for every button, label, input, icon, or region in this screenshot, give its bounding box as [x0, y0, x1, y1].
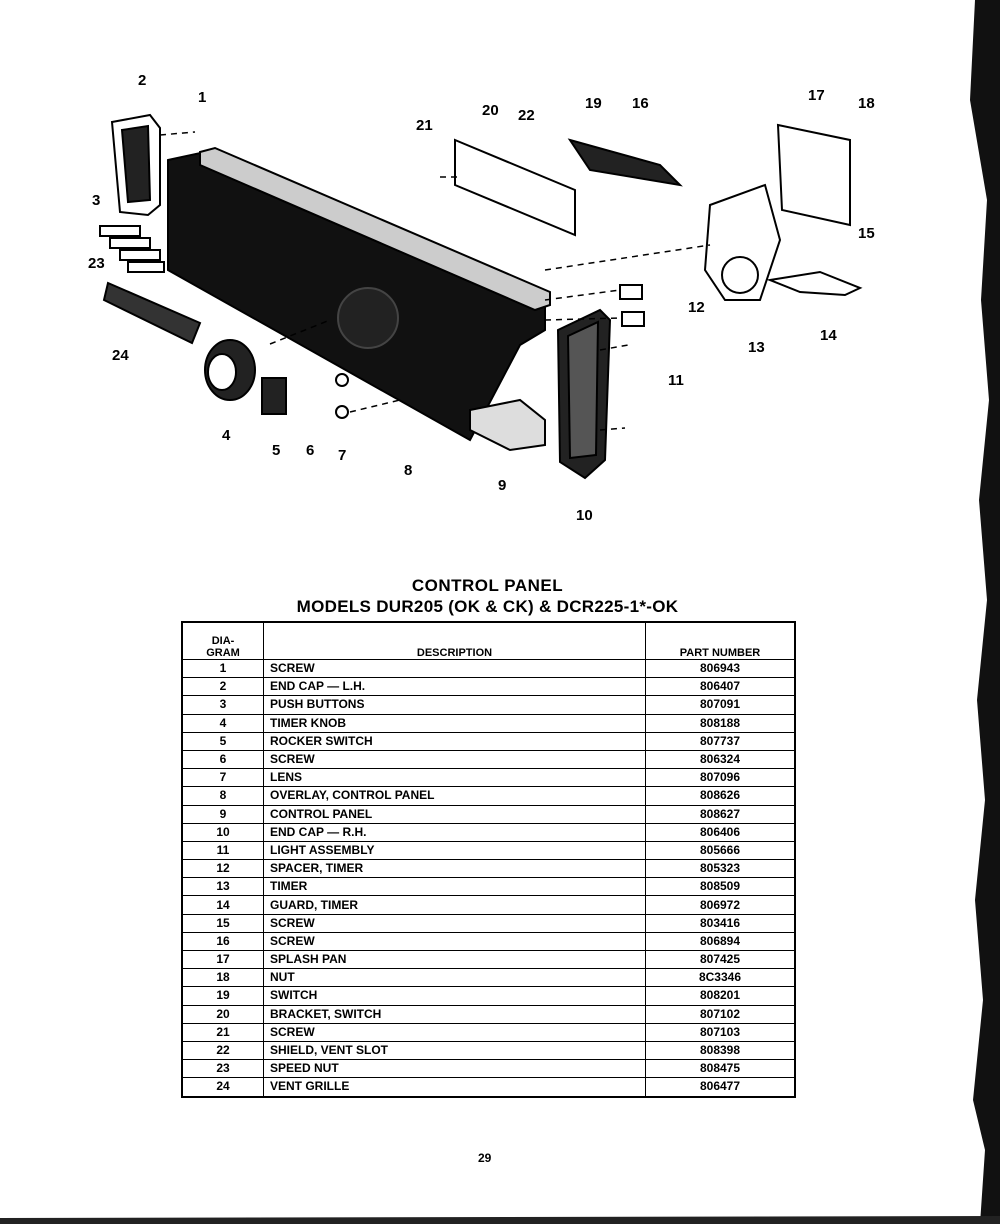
table-row — [182, 914, 795, 932]
part-number-cell: 806407 — [646, 678, 796, 696]
page-title: CONTROL PANEL — [411, 576, 564, 595]
part-number-cell: 808475 — [646, 1060, 796, 1078]
diagram-number-cell: 22 — [182, 1041, 264, 1059]
table-header-row — [182, 622, 795, 660]
page-number: 29 — [478, 1151, 492, 1165]
part-number-cell: 807425 — [646, 951, 796, 969]
diagram-number-cell: 4 — [182, 714, 264, 732]
callout-4: 4 — [222, 427, 231, 444]
diagram-number-cell: 24 — [182, 1078, 264, 1097]
diagram-number-cell: 12 — [182, 860, 264, 878]
callout-21: 21 — [416, 117, 433, 134]
callout-2: 2 — [138, 72, 147, 89]
diagram-number-cell: 9 — [182, 805, 264, 823]
diagram-number-cell: 5 — [182, 732, 264, 750]
callout-9: 9 — [498, 477, 507, 494]
callout-1: 1 — [198, 89, 207, 106]
callout-6: 6 — [306, 442, 315, 459]
description-cell: END CAP — R.H. — [264, 823, 646, 841]
table-row — [182, 1023, 795, 1041]
diagram-number-cell: 14 — [182, 896, 264, 914]
description-cell: LENS — [264, 769, 646, 787]
table-row — [182, 932, 795, 950]
part-number-cell: 806972 — [646, 896, 796, 914]
scan-edge-right — [945, 0, 1000, 1224]
description-cell: SPLASH PAN — [264, 951, 646, 969]
table-row — [182, 678, 795, 696]
table-row — [182, 714, 795, 732]
part-number-cell: 808626 — [646, 787, 796, 805]
callout-22: 22 — [518, 107, 535, 124]
description-cell: LIGHT ASSEMBLY — [264, 841, 646, 859]
part-number-cell: 806894 — [646, 932, 796, 950]
part-number-cell: 807102 — [646, 1005, 796, 1023]
description-cell: SCREW — [264, 932, 646, 950]
diagram-number-cell: 11 — [182, 841, 264, 859]
callout-13: 13 — [748, 339, 765, 356]
description-cell: SWITCH — [264, 987, 646, 1005]
diagram-number-cell: 19 — [182, 987, 264, 1005]
diagram-number-cell: 23 — [182, 1060, 264, 1078]
diagram-number-cell: 8 — [182, 787, 264, 805]
part-number-cell: 803416 — [646, 914, 796, 932]
table-row — [182, 732, 795, 750]
parts-table-body — [182, 660, 795, 1097]
table-row — [182, 1041, 795, 1059]
callout-3: 3 — [92, 192, 101, 209]
part-number-cell: 807103 — [646, 1023, 796, 1041]
part-number-cell: 806477 — [646, 1078, 796, 1097]
part-number-cell: 807737 — [646, 732, 796, 750]
callout-14: 14 — [820, 327, 837, 344]
diagram-number-cell: 2 — [182, 678, 264, 696]
callout-23: 23 — [88, 255, 105, 272]
description-cell: PUSH BUTTONS — [264, 696, 646, 714]
table-row — [182, 896, 795, 914]
description-cell: SCREW — [264, 750, 646, 768]
callout-24: 24 — [112, 347, 129, 364]
table-row — [182, 769, 795, 787]
part-number-cell: 806943 — [646, 660, 796, 678]
diagram-number-cell: 10 — [182, 823, 264, 841]
part-number-cell: 805323 — [646, 860, 796, 878]
description-cell: TIMER KNOB — [264, 714, 646, 732]
description-cell: SPEED NUT — [264, 1060, 646, 1078]
scan-edge-bottom — [0, 1210, 1000, 1224]
table-row — [182, 823, 795, 841]
page-subtitle: MODELS DUR205 (OK & CK) & DCR225-1*-OK — [296, 597, 679, 616]
callout-10: 10 — [576, 507, 593, 524]
header-diagram: DIA- GRAM — [182, 622, 264, 660]
table-row — [182, 750, 795, 768]
table-row — [182, 860, 795, 878]
table-row — [182, 969, 795, 987]
parts-table — [181, 621, 796, 1098]
diagram-number-cell: 3 — [182, 696, 264, 714]
description-cell: BRACKET, SWITCH — [264, 1005, 646, 1023]
table-row — [182, 660, 795, 678]
table-row — [182, 878, 795, 896]
diagram-number-cell: 18 — [182, 969, 264, 987]
diagram-number-cell: 1 — [182, 660, 264, 678]
callout-18: 18 — [858, 95, 875, 112]
part-number-cell: 808509 — [646, 878, 796, 896]
part-number-cell: 807091 — [646, 696, 796, 714]
description-cell: SPACER, TIMER — [264, 860, 646, 878]
description-cell: ROCKER SWITCH — [264, 732, 646, 750]
part-number-cell: 8C3346 — [646, 969, 796, 987]
diagram-number-cell: 6 — [182, 750, 264, 768]
description-cell: NUT — [264, 969, 646, 987]
header-part-number: PART NUMBER — [646, 622, 796, 660]
part-number-cell: 808201 — [646, 987, 796, 1005]
part-number-cell: 808627 — [646, 805, 796, 823]
description-cell: SCREW — [264, 914, 646, 932]
diagram-number-cell: 13 — [182, 878, 264, 896]
description-cell: END CAP — L.H. — [264, 678, 646, 696]
part-number-cell: 806324 — [646, 750, 796, 768]
table-row — [182, 987, 795, 1005]
callout-8: 8 — [404, 462, 413, 479]
description-cell: CONTROL PANEL — [264, 805, 646, 823]
exploded-parts-diagram — [0, 0, 1000, 560]
description-cell: SHIELD, VENT SLOT — [264, 1041, 646, 1059]
callout-5: 5 — [272, 442, 281, 459]
part-number-cell: 807096 — [646, 769, 796, 787]
callout-11: 11 — [668, 372, 684, 389]
callout-7: 7 — [338, 447, 347, 464]
description-cell: TIMER — [264, 878, 646, 896]
description-cell: SCREW — [264, 660, 646, 678]
part-number-cell: 808188 — [646, 714, 796, 732]
part-number-cell: 805666 — [646, 841, 796, 859]
header-description: DESCRIPTION — [264, 622, 646, 660]
part-number-cell: 806406 — [646, 823, 796, 841]
diagram-number-cell: 20 — [182, 1005, 264, 1023]
callout-15: 15 — [858, 225, 875, 242]
diagram-number-cell: 17 — [182, 951, 264, 969]
callout-19: 19 — [585, 95, 602, 112]
callout-20: 20 — [482, 102, 499, 119]
description-cell: GUARD, TIMER — [264, 896, 646, 914]
description-cell: OVERLAY, CONTROL PANEL — [264, 787, 646, 805]
callout-17: 17 — [808, 87, 825, 104]
diagram-number-cell: 7 — [182, 769, 264, 787]
table-row — [182, 787, 795, 805]
table-row — [182, 951, 795, 969]
table-row — [182, 1005, 795, 1023]
table-row — [182, 1078, 795, 1097]
table-row — [182, 1060, 795, 1078]
part-number-cell: 808398 — [646, 1041, 796, 1059]
table-row — [182, 841, 795, 859]
table-row — [182, 696, 795, 714]
description-cell: SCREW — [264, 1023, 646, 1041]
description-cell: VENT GRILLE — [264, 1078, 646, 1097]
diagram-number-cell: 16 — [182, 932, 264, 950]
diagram-number-cell: 15 — [182, 914, 264, 932]
callout-12: 12 — [688, 299, 705, 316]
diagram-number-cell: 21 — [182, 1023, 264, 1041]
callout-16: 16 — [632, 95, 649, 112]
table-row — [182, 805, 795, 823]
